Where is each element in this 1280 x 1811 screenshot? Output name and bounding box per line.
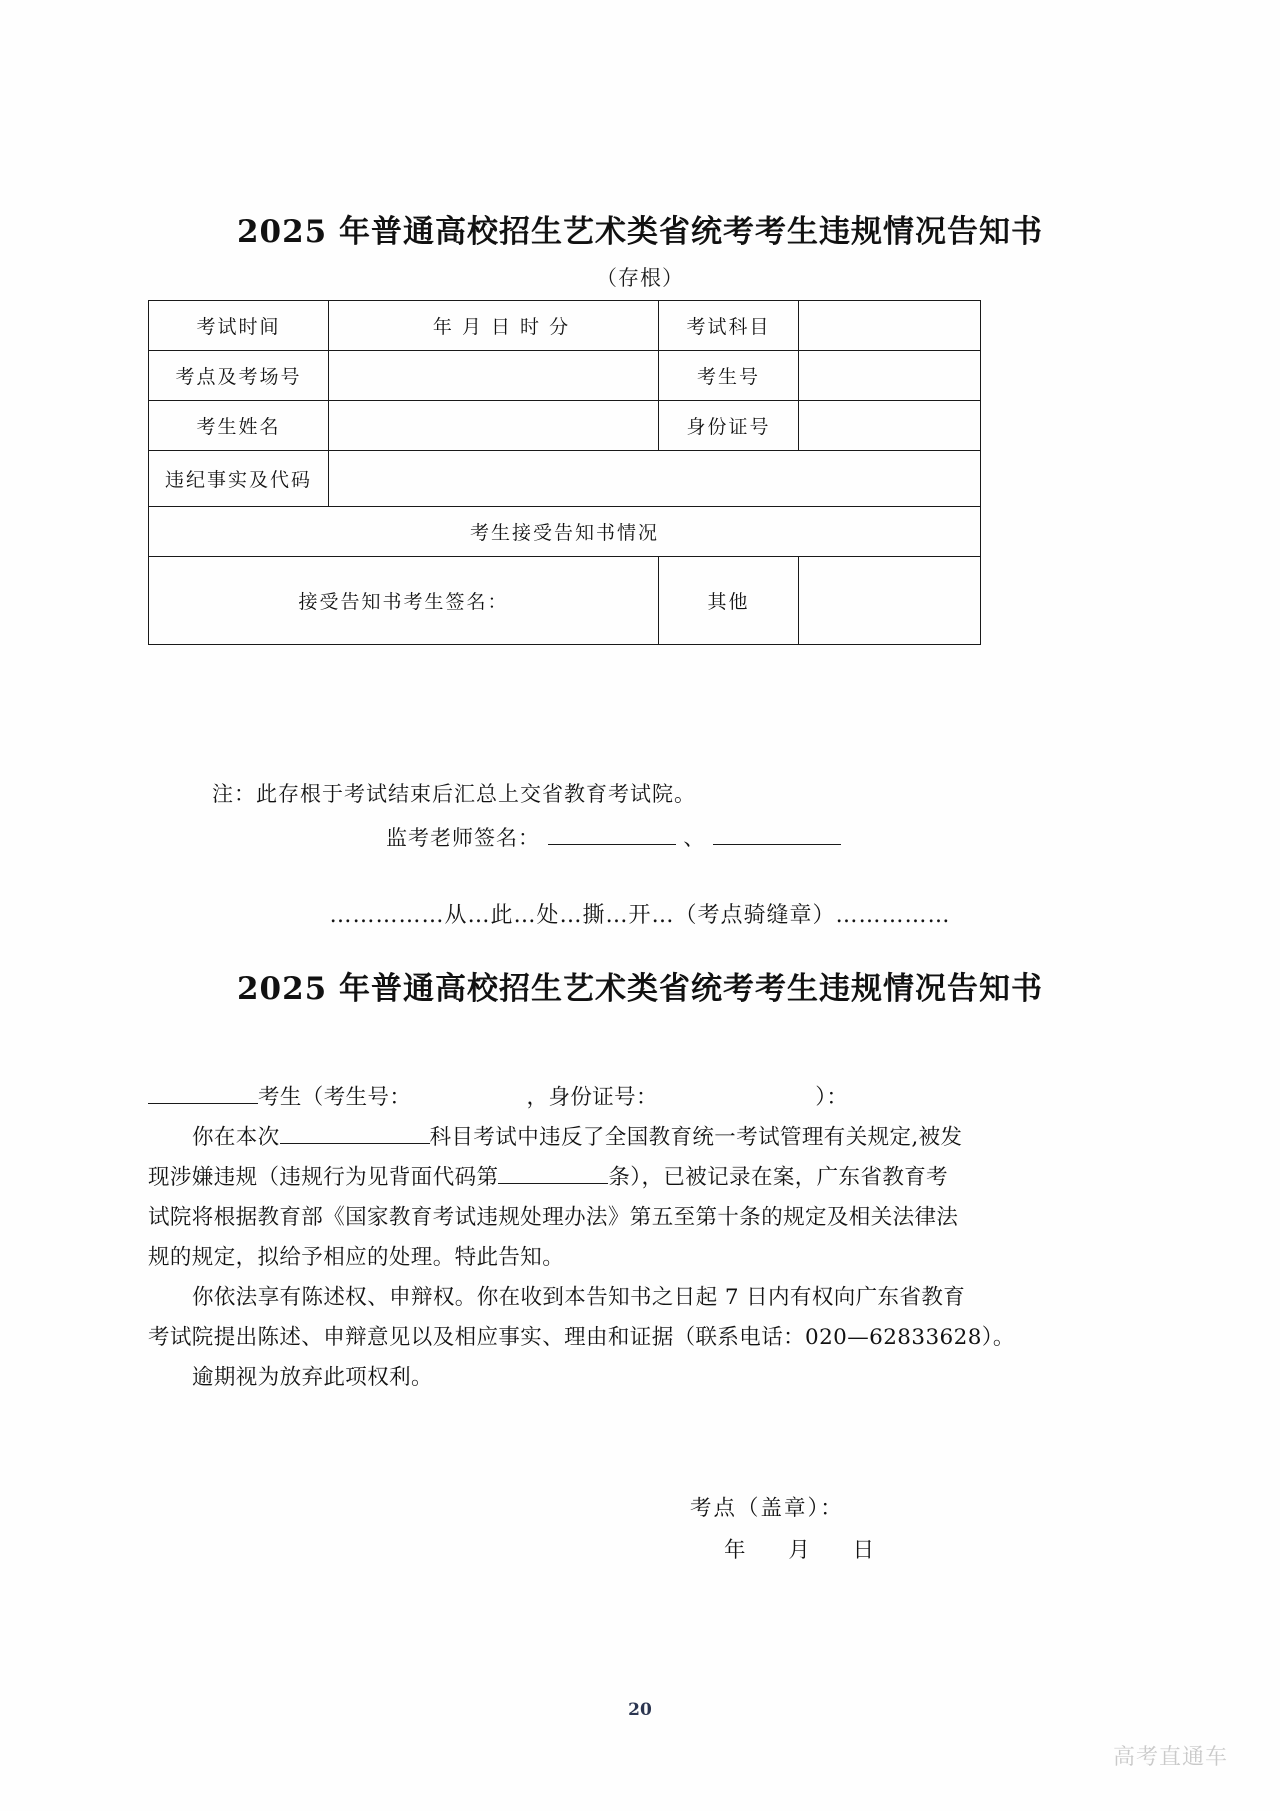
proctor-signature-blank-1[interactable]	[548, 822, 676, 845]
cell-site-room-value[interactable]	[329, 351, 659, 401]
paragraph1-line1	[148, 1118, 988, 1158]
violation-form-table	[148, 300, 981, 645]
paragraph1-line4: 规的规定，拟给予相应的处理。特此告知。	[148, 1245, 565, 1270]
cell-exam-subject-value[interactable]	[799, 301, 981, 351]
paragraph1-line3: 试院将根据教育部《国家教育考试违规处理办法》第五至第十条的规定及相关法律法	[148, 1205, 959, 1230]
proctor-signature-label: 监考老师签名：	[386, 826, 540, 850]
tear-dots-right: ……………	[835, 903, 951, 928]
cell-id-number-label: 身份证号	[659, 401, 799, 451]
paragraph3-line1: 逾期视为放弃此项权利。	[192, 1365, 433, 1390]
table-row	[149, 301, 981, 351]
cell-candidate-name-label: 考生姓名	[149, 401, 329, 451]
page-title-top: 2025 年普通高校招生艺术类省统考考生违规情况告知书	[236, 214, 1044, 250]
proctor-signature-blank-2[interactable]	[713, 822, 841, 845]
tear-dots-left: ……………	[329, 903, 445, 928]
code-article-blank[interactable]	[498, 1159, 608, 1184]
cell-candidate-number-value[interactable]	[799, 351, 981, 401]
table-row	[149, 507, 981, 557]
cell-acceptance-header: 考生接受告知书情况	[149, 507, 981, 557]
cell-other-label: 其他	[659, 557, 799, 645]
subtitle-stub: （存根）	[596, 266, 684, 290]
proctor-signature-row	[386, 822, 841, 852]
paragraph1-text-1: 你在本次	[192, 1125, 280, 1150]
tear-off-line	[0, 898, 1280, 929]
notice-body	[148, 1078, 1015, 1398]
cell-exam-time-label: 考试时间	[149, 301, 329, 351]
page-title-bottom: 2025 年普通高校招生艺术类省统考考生违规情况告知书	[236, 971, 1044, 1007]
candidate-info-text-1: 考生（考生号：	[258, 1085, 412, 1110]
cell-violation-value[interactable]	[329, 451, 981, 507]
cell-other-value[interactable]	[799, 557, 981, 645]
cell-signature-label[interactable]: 接受告知书考生签名：	[149, 557, 659, 645]
watermark: 高考直通车	[1112, 1745, 1228, 1770]
table-row	[149, 351, 981, 401]
paragraph1-text-3: 现涉嫌违规（违规行为见背面代码第	[148, 1165, 499, 1190]
table-row	[149, 557, 981, 645]
cell-exam-time-value[interactable]: 年 月 日 时 分	[329, 301, 659, 351]
exam-site-seal-label: 考点（盖章）：	[690, 1496, 844, 1521]
table-row	[149, 401, 981, 451]
candidate-info-text-3: ）：	[815, 1085, 849, 1110]
tear-text: 从…此…处…撕…开…（考点骑缝章）	[444, 903, 836, 928]
proctor-signature-separator: 、	[683, 826, 706, 850]
paragraph1-line2	[148, 1158, 988, 1198]
note-text: 注：此存根于考试结束后汇总上交省教育考试院。	[212, 782, 696, 806]
cell-candidate-name-value[interactable]	[329, 401, 659, 451]
candidate-name-blank[interactable]	[148, 1079, 258, 1104]
candidate-info-line	[148, 1078, 988, 1118]
candidate-info-text-2: ，身份证号：	[526, 1085, 658, 1110]
paragraph2-line1: 你依法享有陈述权、申辩权。你在收到本告知书之日起 7 日内有权向广东省教育	[192, 1285, 966, 1310]
seal-date-label: 年 月 日	[724, 1538, 893, 1563]
cell-site-room-label: 考点及考场号	[149, 351, 329, 401]
paragraph2-line2: 考试院提出陈述、申辩意见以及相应事实、理由和证据（联系电话：020—62833628）。	[148, 1325, 1015, 1350]
seal-date-block	[690, 1488, 892, 1572]
paragraph1-text-2: 科目考试中违反了全国教育统一考试管理有关规定,被发	[429, 1125, 963, 1150]
page-number: 20	[628, 1700, 652, 1720]
paragraph1-text-4: 条），已被记录在案，广东省教育考	[608, 1165, 949, 1190]
cell-id-number-value[interactable]	[799, 401, 981, 451]
table-row	[149, 451, 981, 507]
cell-violation-label: 违纪事实及代码	[149, 451, 329, 507]
cell-exam-subject-label: 考试科目	[659, 301, 799, 351]
subject-blank[interactable]	[280, 1119, 430, 1144]
cell-candidate-number-label: 考生号	[659, 351, 799, 401]
